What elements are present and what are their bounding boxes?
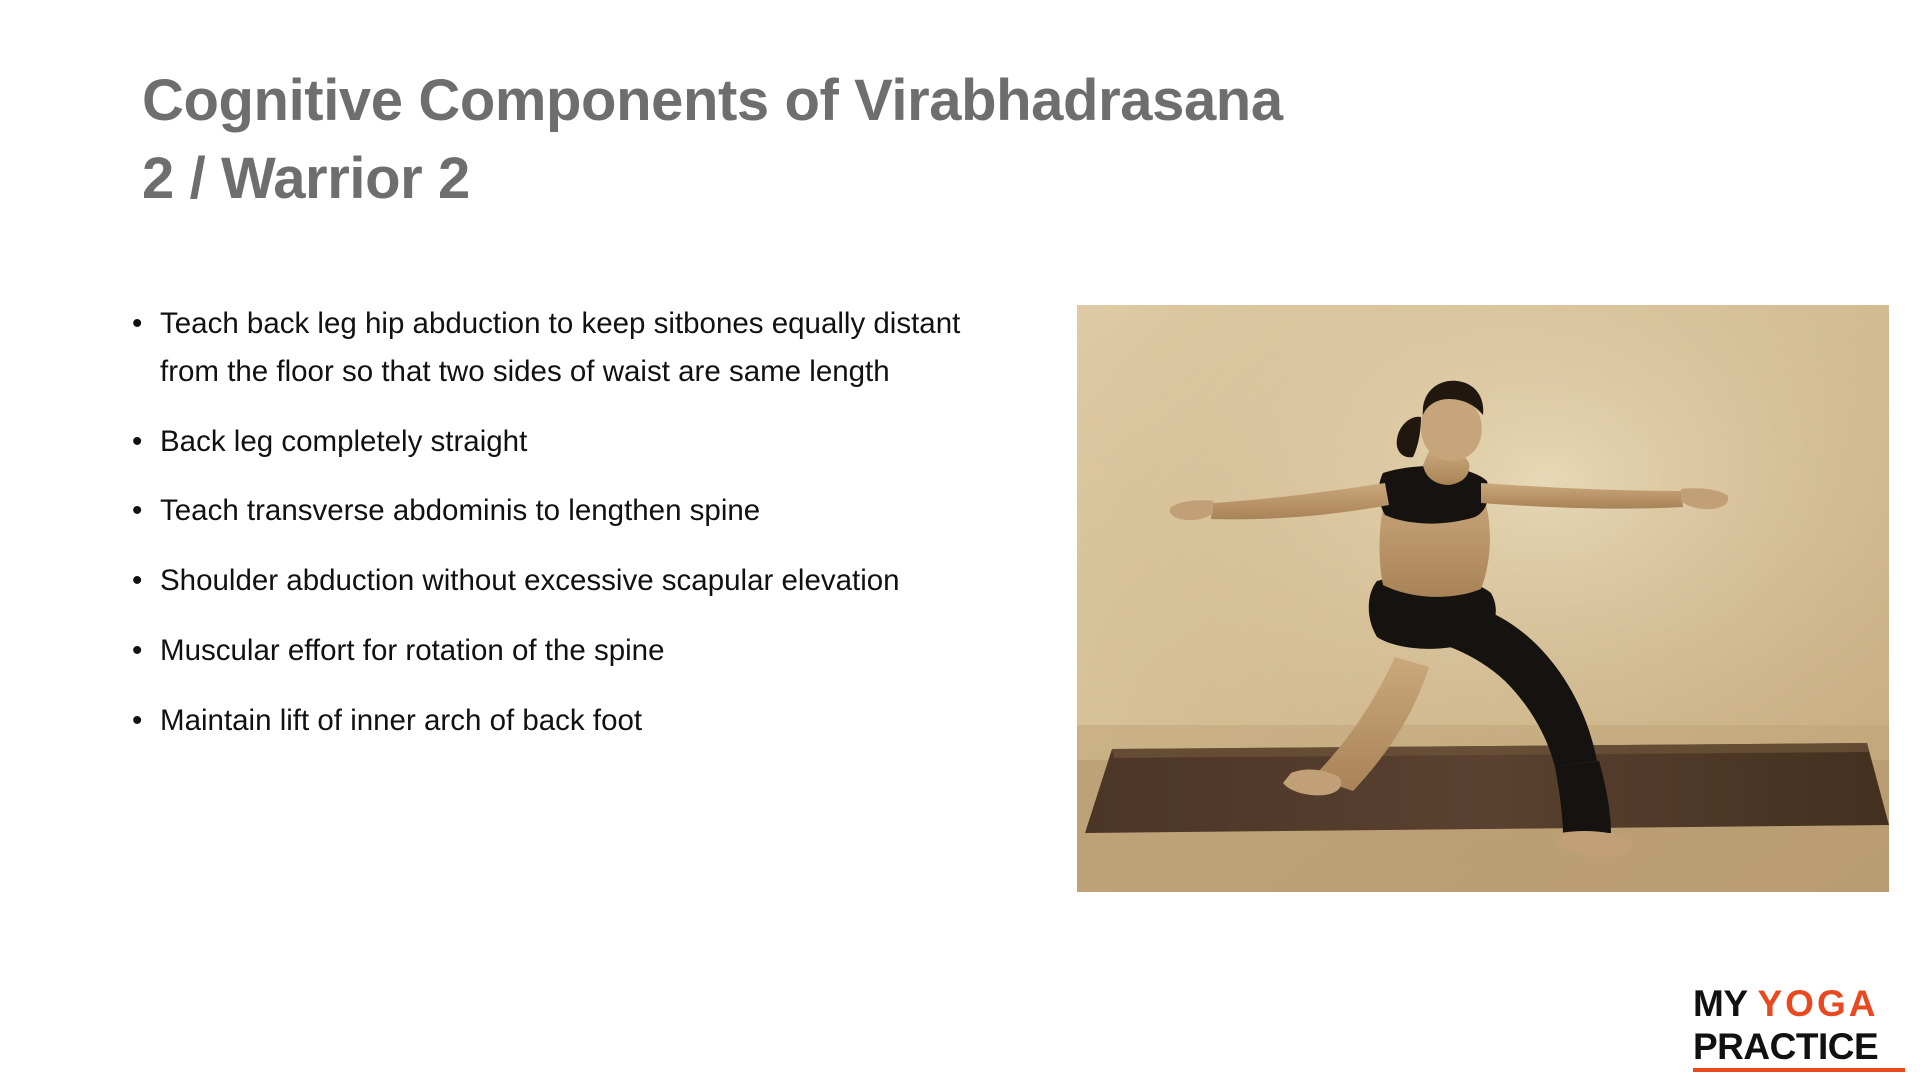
brand-logo (1693, 985, 1905, 1065)
list-item-text: Shoulder abduction without excessive scapular elevation (160, 564, 900, 598)
yoga-pose-photo (1077, 305, 1889, 892)
page-title: Cognitive Components of Virabhadrasana 2 / Warrior 2 (142, 68, 1283, 211)
yoga-mat (1085, 743, 1889, 833)
list-item-text: Back leg completely straight (160, 424, 528, 458)
bullet-marker: • (132, 564, 143, 598)
bullet-marker: • (132, 633, 143, 667)
bullet-list (132, 300, 992, 766)
logo-underline-rule (1693, 1068, 1905, 1072)
list-item (132, 418, 992, 466)
list-item (132, 627, 992, 675)
bullet-marker: • (132, 494, 143, 528)
logo-line-2: PRACTICE (1693, 1026, 1879, 1067)
list-item (132, 697, 992, 745)
list-item-text: Muscular effort for rotation of the spine (160, 633, 665, 667)
logo-text-my: MY (1693, 983, 1748, 1024)
logo-line-1 (1693, 985, 1905, 1022)
list-item-text: Teach back leg hip abduction to keep sitbones equally distant from the floor so that two sides of waist are same length (160, 307, 961, 388)
logo-text-yoga: YOGA (1757, 983, 1879, 1024)
list-item (132, 300, 992, 396)
list-item-text: Teach transverse abdominis to lengthen spine (160, 494, 761, 528)
bullet-marker: • (132, 307, 143, 340)
list-item (132, 557, 992, 605)
list-item (132, 487, 992, 535)
list-item-text: Maintain lift of inner arch of back foot (160, 703, 643, 737)
bullet-marker: • (132, 703, 143, 737)
bullet-marker: • (132, 424, 143, 458)
